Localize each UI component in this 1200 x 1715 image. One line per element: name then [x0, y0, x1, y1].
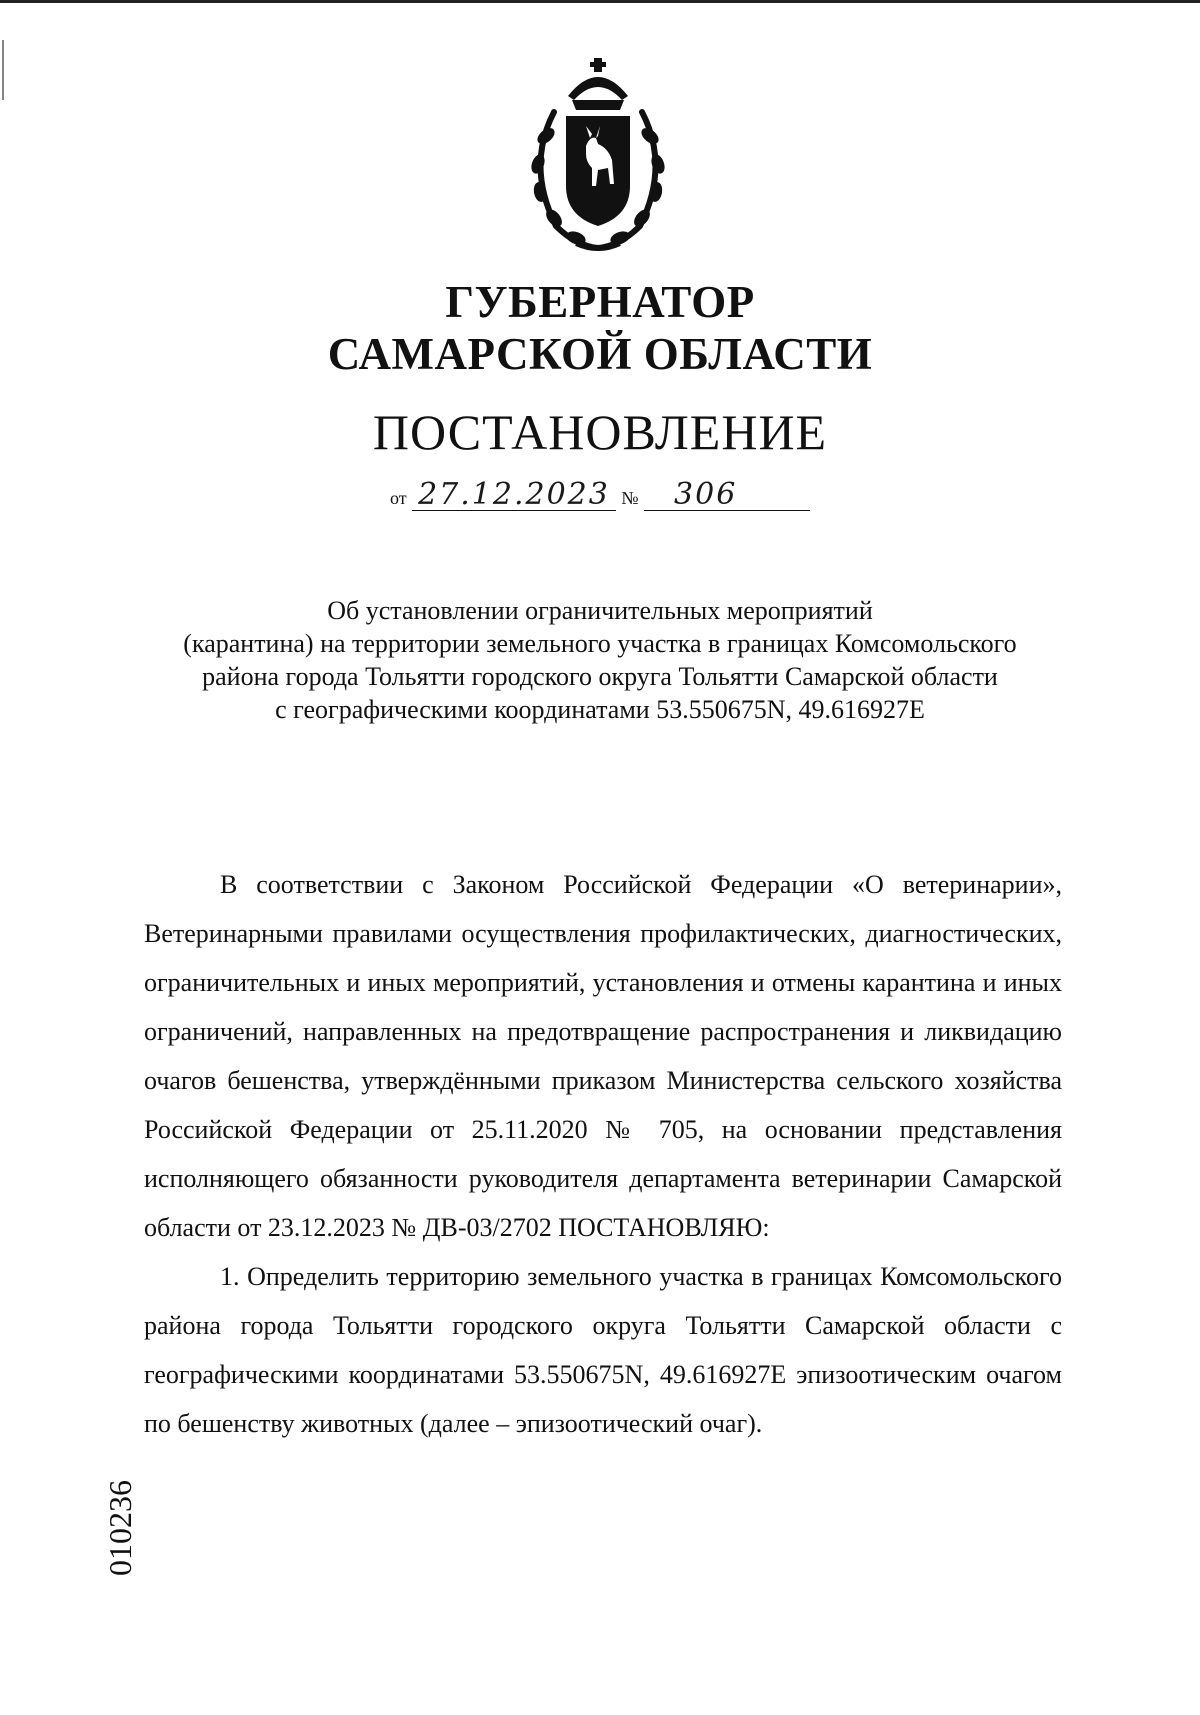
number-label: № — [621, 488, 639, 508]
document-body — [144, 860, 1062, 1448]
handwritten-number: 306 — [644, 480, 810, 511]
date-label: от — [389, 488, 407, 508]
authority-title-line2: САМАРСКОЙ ОБЛАСТИ — [327, 329, 873, 379]
subject-line: (карантина) на территории земельного участка в границах Комсомольского — [183, 629, 1017, 658]
samara-region-coat-of-arms-icon — [516, 56, 680, 256]
subject-line: с географическими координатами 53.550675N, 49.616927E — [275, 695, 925, 724]
document-type: ПОСТАНОВЛЕНИЕ — [372, 404, 828, 460]
subject-line: Об установлении ограничительных мероприятий — [327, 596, 873, 625]
authority-title — [0, 276, 1200, 380]
subject-line: района города Тольятти городского округа Тольятти Самарской области — [202, 662, 998, 691]
authority-title-line1: ГУБЕРНАТОР — [445, 277, 755, 327]
handwritten-date: 27.12.2023 — [412, 480, 616, 511]
top-border-line — [0, 0, 1200, 3]
document-subject — [120, 594, 1080, 726]
body-paragraph-item-1: 1. Определить территорию земельного участка в границах Комсомольского района города Тольятти городского округа Тольятти Самарской области с географическими координатами 53.550675N, 49.616927E эпизоотическим очагом по бешенству животных (далее – эпизоотический очаг). — [144, 1262, 1062, 1438]
registration-line — [0, 477, 1200, 513]
body-paragraph-preamble: В соответствии с Законом Российской Федерации «О ветеринарии», Ветеринарными правилами осуществления профилактических, диагностических, ограничительных и иных мероприятий, установления и отмены карантина и иных ограничений, направленных на предотвращение распространения и ликвидацию очагов бешенства, утверждёнными приказом Министерства сельского хозяйства Российской Федерации от 25.11.2020 № 705, на основании представления исполняющего обязанности руководителя департамента ветеринарии Самарской области от 23.12.2023 № ДВ-03/2702 ПОСТАНОВЛЯЮ: — [144, 870, 1062, 1242]
scan-edge-mark — [2, 40, 4, 100]
side-serial-number: 010236 — [102, 1480, 138, 1576]
